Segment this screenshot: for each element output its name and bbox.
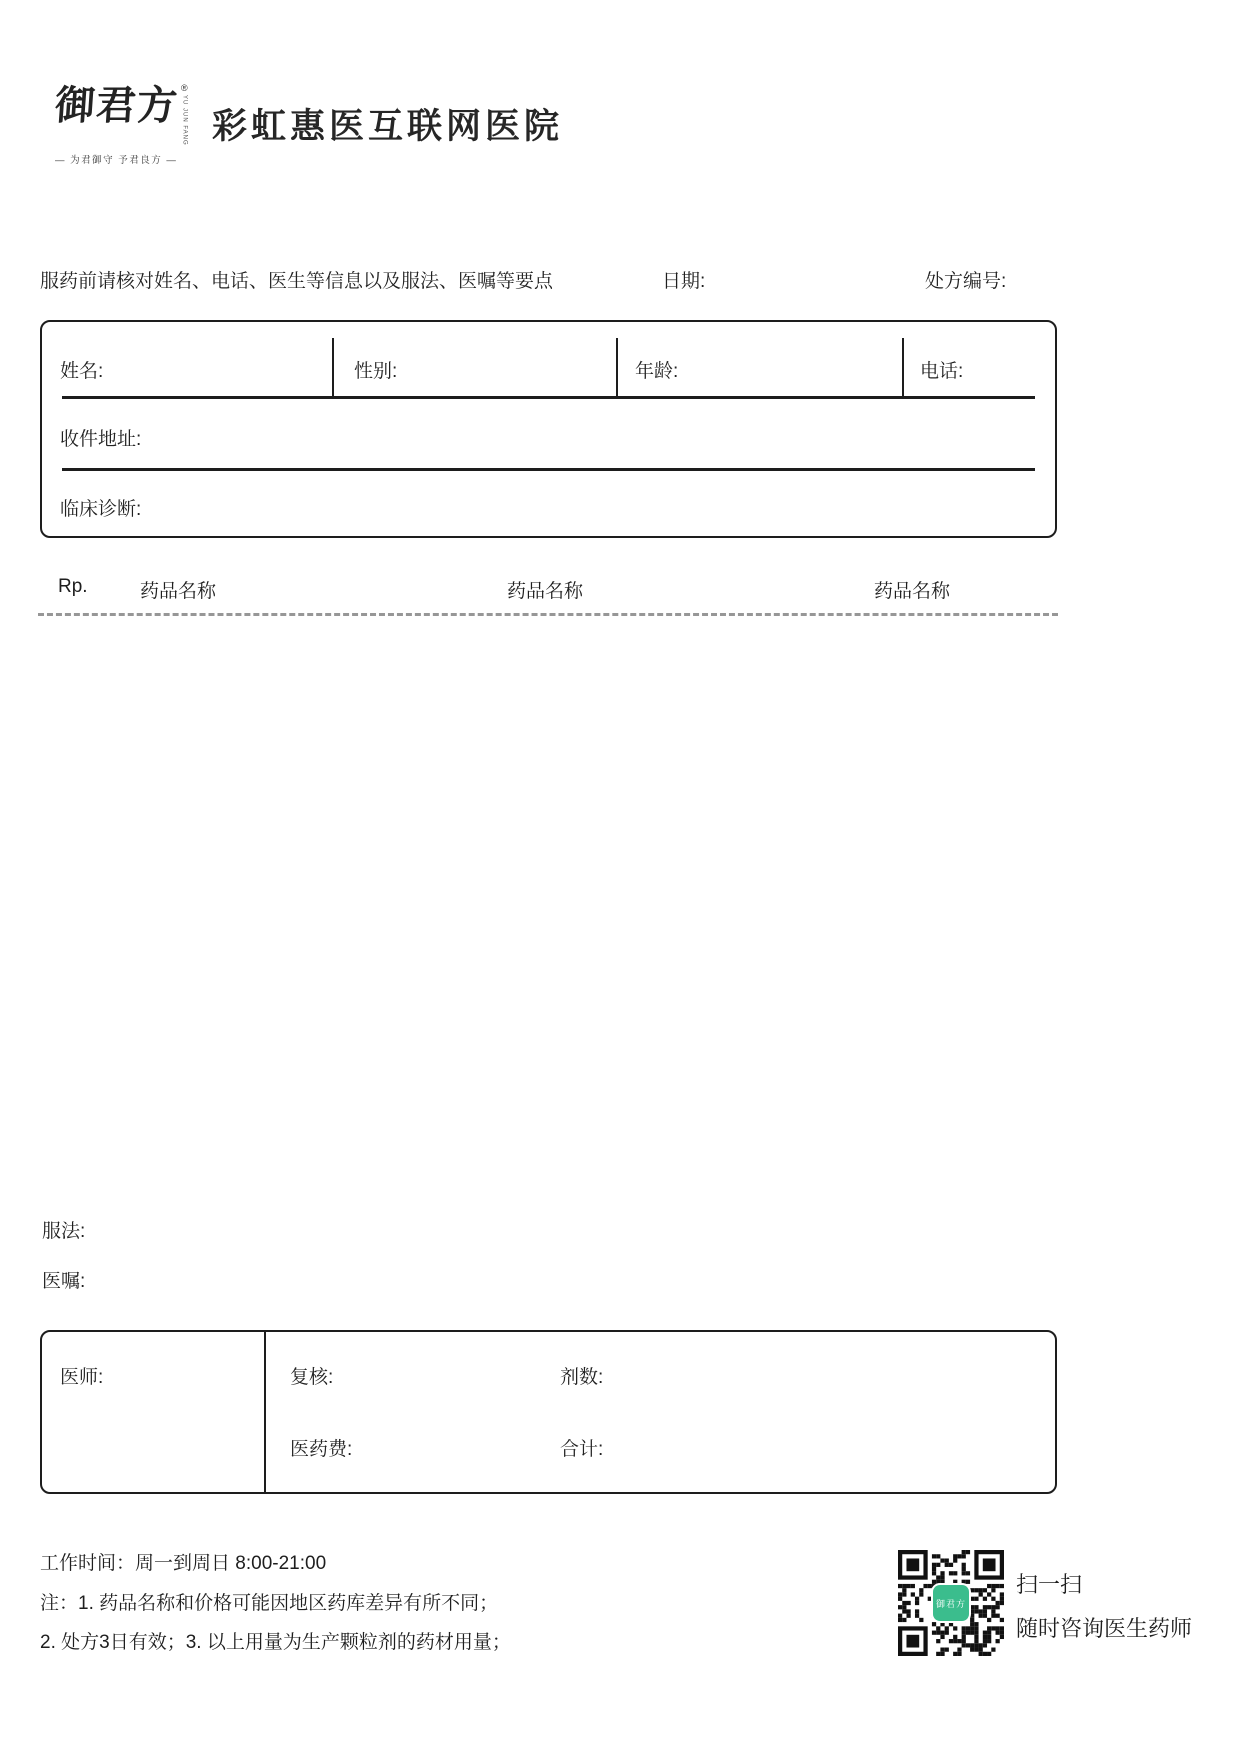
working-hours: 工作时间：周一到周日 8:00-21:00 xyxy=(40,1553,327,1574)
gender-label: 性别: xyxy=(354,361,398,382)
usage-label: 服法: xyxy=(42,1221,86,1242)
rp-label: Rp. xyxy=(58,576,88,597)
reviewer-label: 复核: xyxy=(290,1367,334,1388)
drug-name-column-header: 药品名称 xyxy=(507,581,584,602)
age-label: 年龄: xyxy=(635,361,679,382)
signature-box xyxy=(40,1330,1057,1494)
brand-logo-text: 御君方 xyxy=(53,82,180,129)
column-divider xyxy=(616,338,618,396)
fee-label: 医药费: xyxy=(290,1439,353,1460)
brand-logo xyxy=(55,84,205,166)
registered-trademark-icon: ® xyxy=(181,83,188,93)
footnote-line2: 2. 处方3日有效；3. 以上用量为生产颗粒剂的药材用量； xyxy=(40,1632,511,1653)
doses-label: 剂数: xyxy=(560,1367,604,1388)
hospital-name: 彩虹惠医互联网医院 xyxy=(212,107,564,146)
diagnosis-label: 临床诊断: xyxy=(60,499,142,520)
scan-subtitle: 随时咨询医生药师 xyxy=(1016,1616,1193,1641)
column-divider xyxy=(332,338,334,396)
date-label: 日期: xyxy=(662,271,706,292)
brand-tagline: — 为君御守 予君良方 — xyxy=(55,154,178,166)
scan-title: 扫一扫 xyxy=(1016,1572,1083,1597)
drug-name-column-header: 药品名称 xyxy=(140,581,217,602)
row-divider xyxy=(62,468,1035,471)
qr-center-logo: 御君方 xyxy=(933,1585,969,1621)
row-divider xyxy=(62,396,1035,399)
column-divider xyxy=(902,338,904,396)
rx-number-label: 处方编号: xyxy=(925,271,1007,292)
drug-name-column-header: 药品名称 xyxy=(874,581,951,602)
column-divider xyxy=(264,1332,266,1492)
total-label: 合计: xyxy=(560,1439,604,1460)
advice-label: 医嘱: xyxy=(42,1271,86,1292)
name-label: 姓名: xyxy=(60,361,104,382)
brand-logo-pinyin: YU JUN FANG xyxy=(181,95,188,146)
qr-code xyxy=(898,1550,1004,1656)
dashed-separator xyxy=(38,613,1058,616)
patient-info-box xyxy=(40,320,1057,538)
phone-label: 电话: xyxy=(920,361,964,382)
verification-notice: 服药前请核对姓名、电话、医生等信息以及服法、医嘱等要点 xyxy=(40,271,554,292)
address-label: 收件地址: xyxy=(60,429,142,450)
physician-label: 医师: xyxy=(60,1367,104,1388)
footnote-line1: 注：1. 药品名称和价格可能因地区药库差异有所不同； xyxy=(40,1593,499,1614)
